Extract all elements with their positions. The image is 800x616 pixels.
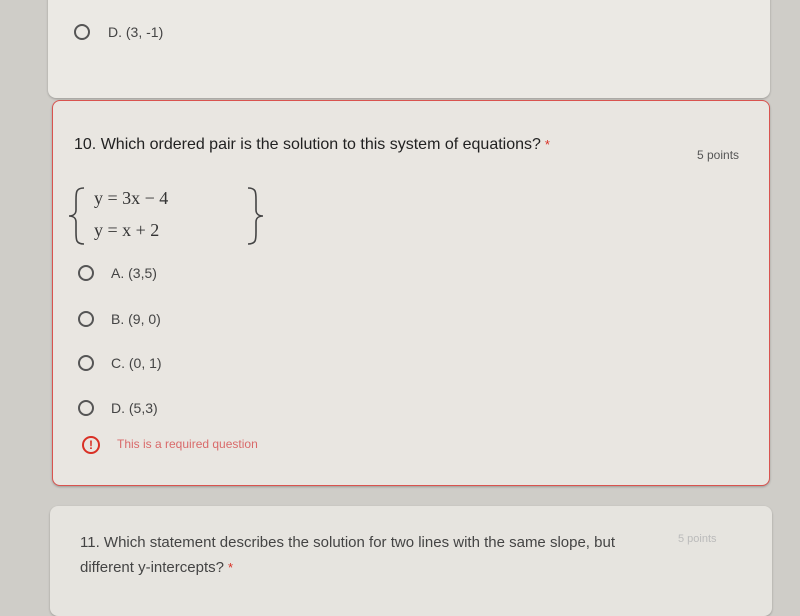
required-error-text: This is a required question: [117, 437, 258, 451]
required-asterisk: *: [544, 137, 550, 152]
question-10-title-text: 10. Which ordered pair is the solution to this system of equations?: [74, 136, 541, 153]
option-label-d: D. (5,3): [111, 400, 158, 416]
question-10-points: 5 points: [697, 148, 740, 162]
radio-option-d-previous[interactable]: [74, 24, 90, 40]
previous-question-card: [48, 0, 770, 98]
question-11-title-text: 11. Which statement describes the solution for two lines with the same slope, but different y-intercepts?: [80, 534, 615, 576]
radio-option-c[interactable]: [78, 355, 94, 371]
option-label-a: A. (3,5): [111, 265, 157, 281]
question-11-title: [80, 530, 660, 580]
option-label-d-previous: D. (3, -1): [108, 24, 164, 40]
radio-option-d[interactable]: [78, 400, 94, 416]
equation-2: y = x + 2: [94, 220, 160, 240]
required-asterisk-q11: *: [227, 560, 234, 575]
question-10-title: [74, 136, 550, 154]
equation-system: [66, 184, 276, 248]
error-icon: !: [82, 436, 100, 454]
question-10-card: [52, 100, 770, 486]
radio-option-a[interactable]: [78, 265, 94, 281]
option-label-b: B. (9, 0): [111, 311, 161, 327]
radio-option-b[interactable]: [78, 311, 94, 327]
equation-1: y = 3x − 4: [94, 188, 169, 208]
question-11-points: 5 points: [678, 533, 717, 545]
option-label-c: C. (0, 1): [111, 355, 162, 371]
